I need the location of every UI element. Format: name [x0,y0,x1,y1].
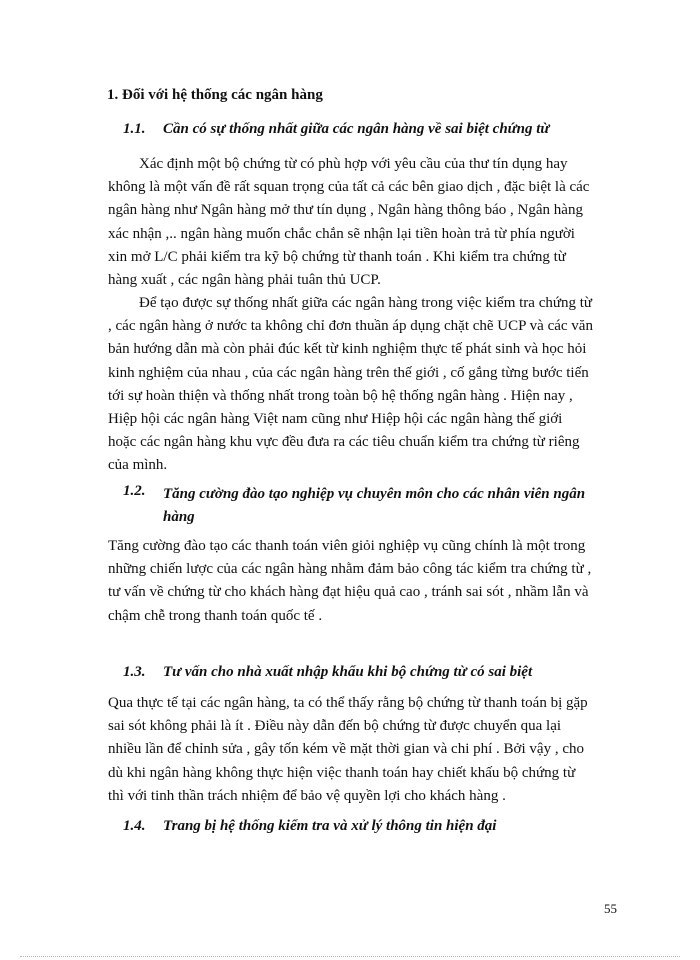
section-1-4-heading [123,818,496,835]
paragraph: Tăng cường đào tạo các thanh toán viên giỏi nghiệp vụ cũng chính là một trong những chiến lược của các ngân hàng nhằm đảm bảo công tác kiểm tra chứng từ , tư vấn về chứng từ cho khách hàng đạt hiệu quả cao , tránh sai sót , nhầm lẫn và chậm chễ trong thanh toán quốc tế . [108,538,592,624]
page-number: 55 [604,901,617,916]
section-title: Cần có sự thống nhất giữa các ngân hàng về sai biệt chứng từ [163,121,550,137]
section-number: 1.4. [123,818,146,834]
paragraph: Qua thực tế tại các ngân hàng, ta có thể thấy rằng bộ chứng từ thanh toán bị gặp sai sót không phải là ít . Điều này dẫn đến bộ chứng từ được chuyển qua lại nhiều lần để chỉnh sửa , gây tốn kém về mặt thời gian và chi phí . Bởi vậy , cho dù khi ngân hàng không thực hiện việc thanh toán hay chiết khấu bộ chứng từ thì với tinh thần trách nhiệm để bảo vệ quyền lợi cho khách hàng . [108,695,588,804]
section-number: 1.2. [123,483,146,499]
paragraph: Xác định một bộ chứng từ có phù hợp với yêu cầu của thư tín dụng hay không là một vấn đề rất squan trọng của tất cả các bên giao dịch , đặc biệt là các ngân hàng như Ngân hàng mở thư tín dụng , Ngân hàng thông báo , Ngân hàng xác nhận ,.. ngân hàng muốn chắc chắn sẽ nhận lại tiền hoàn trả từ phía người xin mở L/C phải kiểm tra kỹ bộ chứng từ thanh toán . Khi kiểm tra chứng từ hàng xuất , các ngân hàng phải tuân thủ UCP. [108,156,590,289]
heading-1 [107,87,323,104]
section-number: 1.3. [123,664,146,680]
section-1-1-heading [123,121,549,138]
section-1-2-heading [123,483,593,529]
heading-1-number: 1. [107,87,119,103]
section-title: Tăng cường đào tạo nghiệp vụ chuyên môn cho các nhân viên ngân hàng [163,486,586,525]
section-1-3-heading [123,664,532,681]
section-title: Trang bị hệ thống kiểm tra và xử lý thông tin hiện đại [163,818,497,834]
paragraph: Để tạo được sự thống nhất giữa các ngân hàng trong việc kiểm tra chứng từ , các ngân hàng ở nước ta không chỉ đơn thuần áp dụng chặt chẽ UCP và các văn bản hướng dẫn mà còn phải đúc kết từ kinh nghiệm thực tế phát sinh và học hỏi kinh nghiệm của nhau , của các ngân hàng trên thế giới , cố gắng từng bước tiến tới sự hoàn thiện và thống nhất trong toàn bộ hệ thống ngân hàng . Hiện nay , Hiệp hội các ngân hàng Việt nam cũng như Hiệp hội các ngân hàng thế giới hoặc các ngân hàng khu vực đều đưa ra các tiêu chuẩn kiểm tra chứng từ riêng của mình. [108,295,593,474]
footer-divider [20,956,680,957]
section-number: 1.1. [123,121,146,137]
section-title: Tư vấn cho nhà xuất nhập khẩu khi bộ chứng từ có sai biệt [163,664,533,680]
heading-1-title: Đối với hệ thống các ngân hàng [122,87,323,103]
